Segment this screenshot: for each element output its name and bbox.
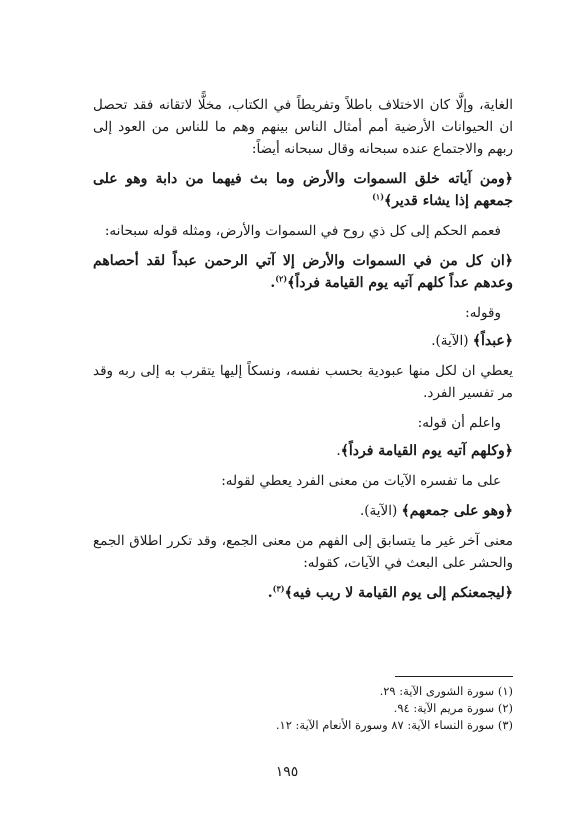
paragraph-7 [93,530,513,574]
page-body [93,94,513,612]
paragraph-5 [93,412,513,434]
verse-5 [93,500,513,522]
footnotes [93,683,513,734]
footnote-3: (٣) سورة النساء الآية: ٨٧ وسورة الأنعام الآية: ١٢. [275,718,513,732]
paragraph-3-text: وقوله: [465,305,501,321]
paragraph-2 [93,220,513,242]
paragraph-1-text: الغاية، وإلَّا كان الاختلاف باطلاً وتفريطاً في الكتاب، مخلًّا لاتقانه فقد تحصل ان الحيوانات الأرضية أمم أمثال الناس بينهم وهم ما للناس من العود إلى ربهم والاجتماع عنده سبحانه وقال سبحانه أيضاً: [93,97,513,157]
verse-2-end: . [270,275,276,291]
page-number: ١٩٥ [275,764,299,780]
paragraph-1 [93,94,513,160]
paragraph-7-text: معنى آخر غير ما يتسابق إلى الفهم من معنى الجمع، وقد تكرر اطلاق الجمع والحشر على البعث في الآيات، كقوله: [93,533,513,571]
verse-2 [93,250,513,294]
verse-3 [93,330,513,352]
verse-2-text: ﴿ان كل من في السموات والأرض إلا آتي الرحمن عبداً لقد أحصاهم وعدهم عداً كلهم آتيه يوم القيامة فرداً﴾ [93,253,513,291]
verse-3-text: ﴿عبداً﴾ [472,333,513,349]
footnote-ref-2[interactable]: (٢) [275,273,288,284]
verse-5-text: ﴿وهو على جمعهم﴾ [401,503,513,519]
verse-1 [93,168,513,212]
paragraph-6-text: على ما تفسره الآيات من معنى الفرد يعطي لقوله: [221,473,501,489]
verse-1-text: ﴿ومن آياته خلق السموات والأرض وما بث فيهما من دابة وهو على جمعهم إذا يشاء قدير﴾ [93,171,513,209]
verse-6-end: . [267,585,273,601]
verse-6-text: ﴿ليجمعنكم إلى يوم القيامة لا ريب فيه﴾ [284,585,513,601]
verse-4-end: . [336,443,341,459]
footnote-1: (١) سورة الشورى الآية: ٢٩. [379,684,513,698]
verse-4-text: ﴿وكلهم آتيه يوم القيامة فرداً﴾ [340,443,513,459]
verse-4 [93,440,513,462]
paragraph-3 [93,302,513,324]
paragraph-5-text: واعلم أن قوله: [417,415,501,431]
paragraph-2-text: فعمم الحكم إلى كل ذي روح في السموات والأرض، ومثله قوله سبحانه: [104,223,501,239]
footnote-ref-1[interactable]: (١) [372,191,384,202]
footnote-2: (٢) سورة مريم الآية: ٩٤. [393,701,513,715]
paragraph-6 [93,470,513,492]
verse-5-tail: (الآية). [359,503,402,519]
footnote-divider [395,676,513,677]
verse-6 [93,582,513,604]
verse-3-tail: (الآية). [431,333,473,349]
footnote-ref-3[interactable]: (٣) [272,583,285,594]
paragraph-4 [93,360,513,404]
paragraph-4-text: يعطي ان لكل منها عبودية بحسب نفسه، ونسكاً إليها يتقرب به إلى ربه وقد مر تفسير الفرد. [93,363,513,401]
